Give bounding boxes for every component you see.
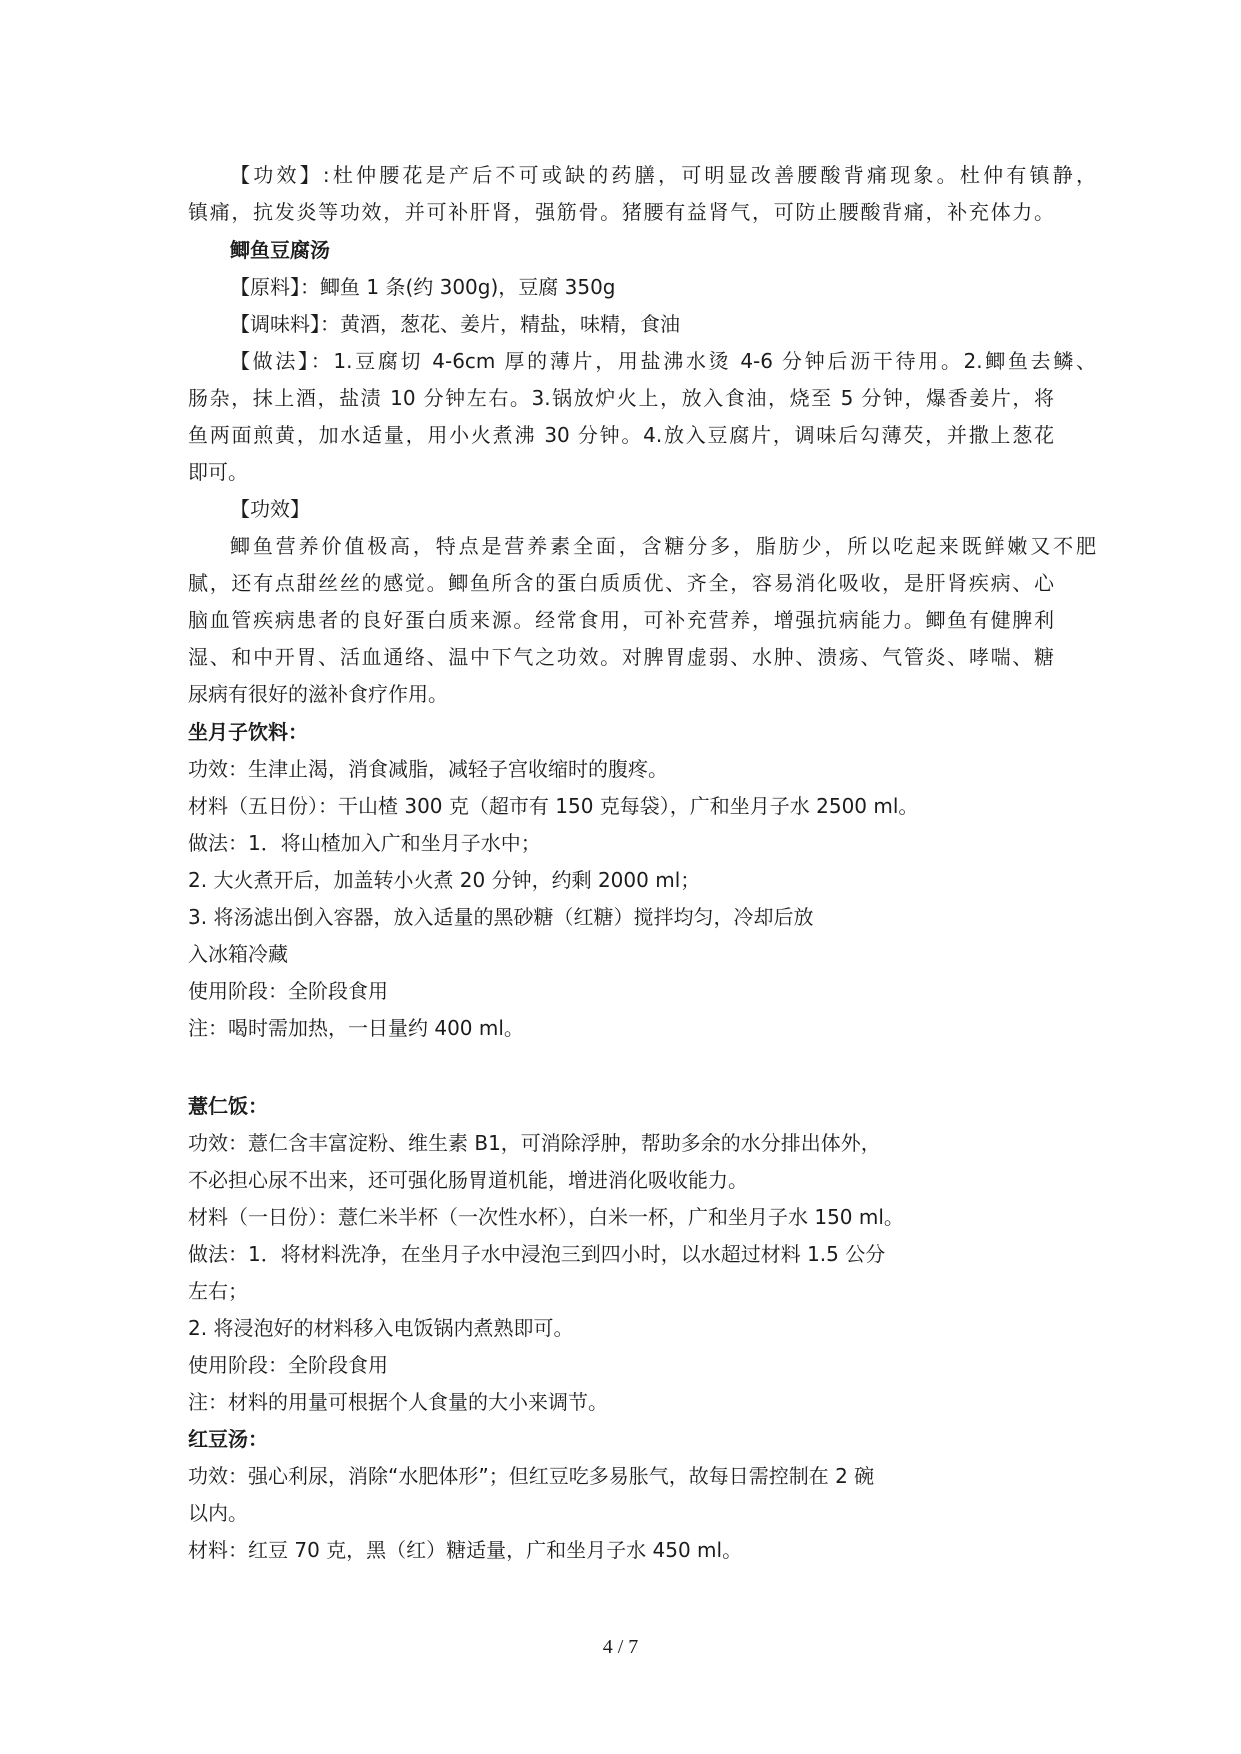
section-heading: 红豆汤： [188, 1427, 268, 1451]
text-line: 2. 将浸泡好的材料移入电饭锅内煮熟即可。 [188, 1316, 574, 1340]
text-line: 鱼两面煎黄，加水适量，用小火煮沸 30 分钟。4.放入豆腐片，调味后勾薄芡，并撒上葱花 [188, 423, 1054, 447]
text-line: 注：材料的用量可根据个人食量的大小来调节。 [188, 1390, 608, 1414]
text-line: 腻，还有点甜丝丝的感觉。鲫鱼所含的蛋白质质优、齐全，容易消化吸收，是肝肾疾病、心 [188, 571, 1054, 595]
text-line: 【功效】 [230, 497, 310, 521]
text-line: 3. 将汤滤出倒入容器，放入适量的黑砂糖（红糖）搅拌均匀，冷却后放 [188, 905, 814, 929]
text-line: 功效：薏仁含丰富淀粉、维生素 B1，可消除浮肿，帮助多余的水分排出体外， [188, 1131, 881, 1155]
text-line: 【调味料】：黄酒，葱花、姜片，精盐，味精，食油 [230, 312, 680, 336]
text-line: 做法：1．将材料洗净，在坐月子水中浸泡三到四小时，以水超过材料 1.5 公分 [188, 1242, 886, 1266]
text-line: 注：喝时需加热，一日量约 400 ml。 [188, 1016, 524, 1040]
text-line: 做法：1．将山楂加入广和坐月子水中； [188, 831, 541, 855]
text-line: 【功效】:杜仲腰花是产后不可或缺的药膳，可明显改善腰酸背痛现象。杜仲有镇静， [230, 163, 1096, 187]
text-line: 材料（一日份）：薏仁米半杯（一次性水杯），白米一杯，广和坐月子水 150 ml。 [188, 1205, 904, 1229]
text-line: 左右； [188, 1279, 248, 1303]
text-line: 2. 大火煮开后，加盖转小火煮 20 分钟，约剩 2000 ml； [188, 868, 701, 892]
section-heading: 坐月子饮料： [188, 720, 308, 744]
text-line: 【做法】：1.豆腐切 4-6cm 厚的薄片，用盐沸水烫 4-6 分钟后沥干待用。2.鲫鱼去鳞、 [230, 349, 1096, 373]
text-line: 功效：生津止渴，消食减脂，减轻子宫收缩时的腹疼。 [188, 757, 668, 781]
text-line: 以内。 [188, 1501, 248, 1525]
text-line: 材料（五日份）：干山楂 300 克（超市有 150 克每袋），广和坐月子水 2500 ml。 [188, 794, 919, 818]
text-line: 使用阶段：全阶段食用 [188, 979, 388, 1003]
text-line: 鲫鱼营养价值极高，特点是营养素全面，含糖分多，脂肪少，所以吃起来既鲜嫩又不肥 [230, 534, 1096, 558]
text-line: 材料：红豆 70 克，黑（红）糖适量，广和坐月子水 450 ml。 [188, 1538, 743, 1562]
text-line: 尿病有很好的滋补食疗作用。 [188, 682, 448, 706]
text-line: 即可。 [188, 460, 248, 484]
text-line: 脑血管疾病患者的良好蛋白质来源。经常食用，可补充营养，增强抗病能力。鲫鱼有健脾利 [188, 608, 1054, 632]
section-heading: 鲫鱼豆腐汤 [230, 238, 330, 262]
text-line: 使用阶段：全阶段食用 [188, 1353, 388, 1377]
text-line: 入冰箱冷藏 [188, 942, 288, 966]
text-line: 【原料】：鲫鱼 1 条(约 300g)，豆腐 350g [230, 275, 616, 299]
text-line: 肠杂，抹上酒，盐渍 10 分钟左右。3.锅放炉火上，放入食油，烧至 5 分钟，爆香姜片，将 [188, 386, 1054, 410]
page-number: 4 / 7 [602, 1636, 639, 1658]
text-line: 功效：强心利尿，消除“水肥体形”；但红豆吃多易胀气，故每日需控制在 2 碗 [188, 1464, 875, 1488]
text-line: 不必担心尿不出来，还可强化肠胃道机能，增进消化吸收能力。 [188, 1168, 748, 1192]
section-heading: 薏仁饭： [188, 1094, 268, 1118]
text-line: 镇痛，抗发炎等功效，并可补肝肾，强筋骨。猪腰有益肾气，可防止腰酸背痛，补充体力。 [188, 200, 1054, 224]
text-line: 湿、和中开胃、活血通络、温中下气之功效。对脾胃虚弱、水肿、溃疡、气管炎、哮喘、糖 [188, 645, 1054, 669]
